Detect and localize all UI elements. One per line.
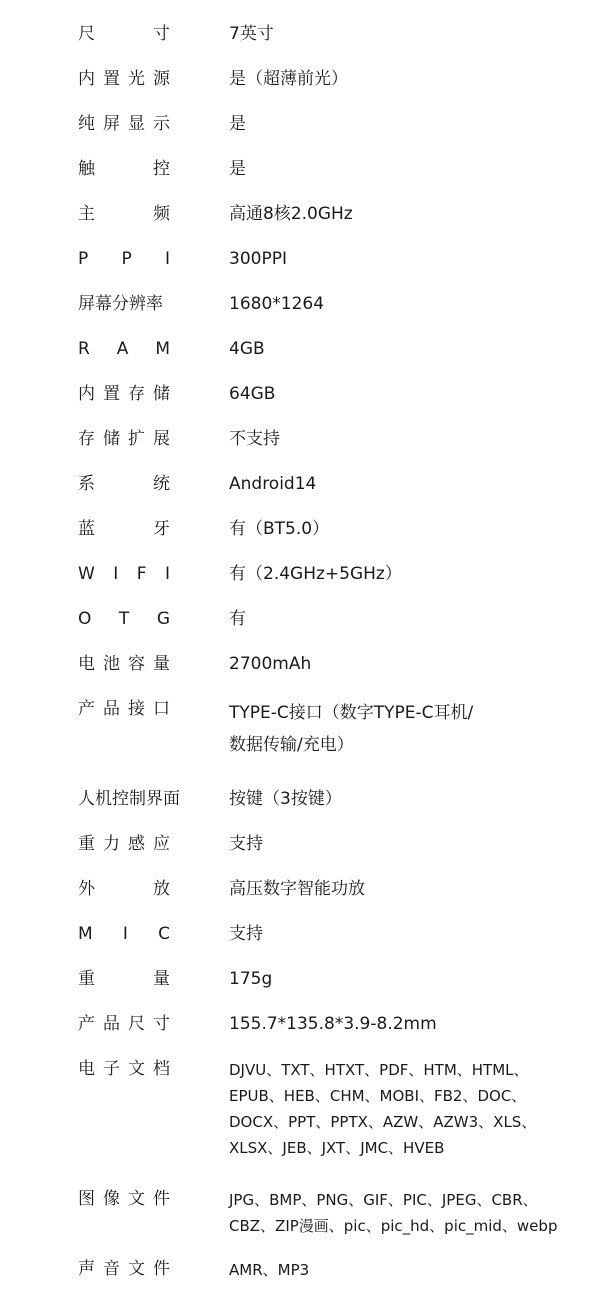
spec-label: 声 音 文 件: [78, 1259, 170, 1279]
spec-label: 电 子 文 档: [78, 1059, 170, 1079]
spec-label: R A M: [78, 339, 170, 359]
spec-label: M I C: [78, 924, 170, 944]
spec-label: O T G: [78, 609, 170, 629]
spec-label: 主 频: [78, 204, 170, 224]
spec-label: 尺 寸: [78, 24, 170, 44]
spec-value: 高通8核2.0GHz: [229, 204, 353, 224]
spec-value: 2700mAh: [229, 654, 312, 674]
spec-label: 触 控: [78, 159, 170, 179]
spec-value: 有: [229, 609, 246, 629]
spec-label: P P I: [78, 249, 170, 269]
spec-label: 蓝 牙: [78, 519, 170, 539]
spec-value: JPG、BMP、PNG、GIF、PIC、JPEG、CBR、 CBZ、ZIP漫画、pic、pic_hd、pic_mid、webp: [229, 1191, 558, 1235]
spec-value: 按键（3按键）: [229, 789, 342, 809]
spec-label: 内 置 存 储: [78, 384, 170, 404]
spec-label: 产 品 尺 寸: [78, 1014, 170, 1034]
spec-value: 支持: [229, 924, 263, 944]
spec-value: 是（超薄前光）: [229, 69, 348, 89]
spec-label: 内 置 光 源: [78, 69, 170, 89]
spec-value: 7英寸: [229, 24, 274, 44]
spec-label: W I F I: [78, 564, 170, 584]
spec-value: TYPE-C接口（数字TYPE-C耳机/ 数据传输/充电）: [229, 703, 474, 755]
spec-label: 人机控制界面: [78, 789, 180, 809]
spec-label: 屏幕分辨率: [78, 294, 163, 314]
spec-value: 有（2.4GHz+5GHz）: [229, 564, 402, 584]
spec-value: 64GB: [229, 384, 276, 404]
spec-label: 产 品 接 口: [78, 699, 170, 719]
spec-value: 支持: [229, 834, 263, 854]
spec-label: 纯 屏 显 示: [78, 114, 170, 134]
spec-value: 300PPI: [229, 249, 287, 269]
spec-label: 图 像 文 件: [78, 1189, 170, 1209]
spec-label: 外 放: [78, 879, 170, 899]
spec-label: 存 储 扩 展: [78, 429, 170, 449]
spec-label: 重 力 感 应: [78, 834, 170, 854]
spec-value: 1680*1264: [229, 294, 325, 314]
spec-label: 系 统: [78, 474, 170, 494]
spec-label: 重 量: [78, 969, 170, 989]
spec-value: 有（BT5.0）: [229, 519, 330, 539]
spec-value: Android14: [229, 474, 317, 494]
spec-value: 175g: [229, 969, 273, 989]
spec-value: 不支持: [229, 429, 280, 449]
spec-value: 高压数字智能功放: [229, 879, 365, 899]
spec-value: 是: [229, 114, 246, 134]
spec-value: 4GB: [229, 339, 265, 359]
spec-value: AMR、MP3: [229, 1261, 310, 1279]
spec-value: DJVU、TXT、HTXT、PDF、HTM、HTML、 EPUB、HEB、CHM、MOBI、FB2、DOC、 DOCX、PPT、PPTX、AZW、AZW3、XLS、 XLSX、JEB、JXT、JMC、HVEB: [229, 1061, 537, 1157]
spec-value: 155.7*135.8*3.9-8.2mm: [229, 1014, 437, 1034]
spec-value: 是: [229, 159, 246, 179]
spec-label: 电 池 容 量: [78, 654, 170, 674]
